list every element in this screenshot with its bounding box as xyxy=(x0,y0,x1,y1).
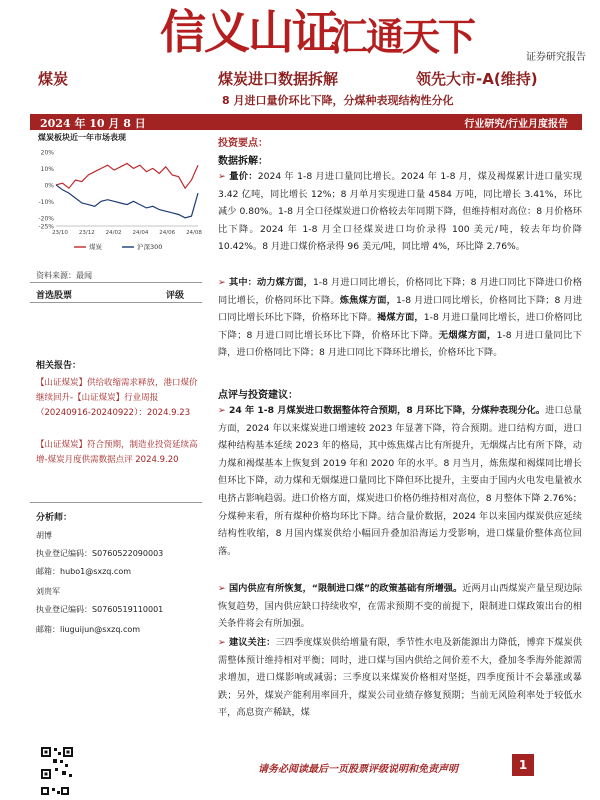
analyst-reg-code: 执业登记编码：S0760522090003 xyxy=(36,549,164,558)
rating-label: 领先大市-A(维持) xyxy=(416,70,538,88)
page-footer xyxy=(0,754,600,800)
qr-code-icon xyxy=(40,746,74,780)
report-type-label: 证券研究报告 xyxy=(526,52,586,63)
date-bar xyxy=(30,114,582,130)
coal-types-paragraph: ➢ 其中：动力煤方面，1-8 月进口同比增长，价格同比下降；8 月进口同比下降进口价格同比增长，价格同环比下降。炼焦煤方面，1-8 月进口同比增长，价格同比下降；8 月进口同比增长环比下降，价格环比下降。褐煤方面，1-8 月进口量同比增长，进口价格同比下降；8 月进口同比增长环比下降，价格环比下降。无烟煤方面，1-8 月进口量同比下降，进口价格同比下降；8 月进口同比下降环比增长，价格环比下降。 xyxy=(218,277,583,359)
left-sidebar xyxy=(30,130,202,770)
qr-code-icon xyxy=(40,786,70,800)
y-tick-label: -20% xyxy=(38,215,54,223)
analyst-email[interactable]: 邮箱：liuguijun@sxzq.com xyxy=(36,625,141,634)
chart-source: 资料来源：最闻 xyxy=(36,271,92,280)
series-line-煤炭 xyxy=(56,164,198,189)
industry-label: 煤炭 xyxy=(38,70,69,88)
y-tick-label: 10% xyxy=(40,165,54,173)
related-report-link[interactable]: 【山证煤炭】供给收缩需求释放，港口煤价继续回升-【山证煤炭】行业周报（20240916-20240922）：2024.9.23 xyxy=(36,378,198,418)
investment-highlights-heading: 投资要点： xyxy=(218,138,268,149)
related-report-link[interactable]: 【山证煤炭】符合预期，制造业投资延续高增-煤炭月度供需数据点评 2024.9.20 xyxy=(36,440,198,465)
x-tick-label: 24/04 xyxy=(132,230,149,236)
legend-label: 煤炭 xyxy=(89,243,102,251)
bullet-icon: ➢ xyxy=(218,277,230,288)
bullet-icon: ➢ xyxy=(218,637,230,648)
brand-slogan: 汇通天下 xyxy=(330,14,475,59)
x-tick-label: 23/12 xyxy=(78,230,95,236)
report-title: 煤炭进口数据拆解 xyxy=(218,70,339,88)
x-tick-label: 24/02 xyxy=(105,230,122,236)
main-content xyxy=(214,130,584,770)
brand-logo: 信义山证 xyxy=(160,5,336,59)
comment-paragraph-1: ➢ 24 年 1-8 月煤炭进口数据整体符合预期，8 月环比下降，分煤种表现分化。进口总量方面，2024 年以来煤炭进口增速较 2023 年显著下降，符合预期。进口结构方面，进口煤种结构基本延续 2023 年的格局，其中炼焦煤占比有所提升，无烟煤占比有所下降，动力煤和褐煤基本上恢复到 2019 年和 2020 年的水平。8 月当月，炼焦煤和褐煤同比增长但环比下降，动力煤和无烟煤进口量同比下降但环比提升，主要由于国内火电发电量被水电挤占影响趋弱。进口价格方面，煤炭进口价格仍维持相对高位，8 月整体下降 2.76%；分煤种来看，所有煤种价格均环比下降。结合量价数据，2024 年以来国内煤炭供应延续结构性收缩，8 月国内煤炭供给小幅回升叠加沿海运力受影响，进口煤量价整体高位回落。 xyxy=(218,405,582,557)
x-tick-label: 23/10 xyxy=(52,230,68,236)
analysts-title: 分析师： xyxy=(36,513,73,523)
y-tick-label: -10% xyxy=(38,198,54,206)
report-date: 2024 年 10 月 8 日 xyxy=(40,117,146,130)
series-line-沪深300 xyxy=(56,185,198,218)
price-volume-paragraph: ➢ 量价：2024 年 1-8 月进口量同比增长。2024 年 1-8 月，煤及褐煤累计进口量实现 3.42 亿吨，同比增长 12%；8 月单月实现进口量 4584 万吨，同比增长 3.41%，环比减少 0.80%。1-8 月全口径煤炭进口价格较去年同期下降，但维持相对高位：8 月价格环比下降。2024 年 1-8 月全口径煤炭进口均价录得 100 美元/吨，较去年均价降 10.42%。8 月进口煤价格录得 96 美元/吨，同比增 4%，环比降 2.76%。 xyxy=(218,171,583,253)
data-breakdown-heading: 数据拆解： xyxy=(218,156,268,167)
chart-title: 煤炭板块近一年市场表现 xyxy=(38,133,126,142)
market-performance-chart xyxy=(30,144,202,262)
y-tick-label: 20% xyxy=(40,149,54,157)
report-category: 行业研究/行业月度报告 xyxy=(464,119,568,130)
analyst-name: 胡博 xyxy=(36,531,52,540)
bullet-icon: ➢ xyxy=(218,171,230,182)
report-header xyxy=(0,68,600,92)
y-tick-label: -25% xyxy=(38,223,54,231)
analyst-email[interactable]: 邮箱：hubo1@sxzq.com xyxy=(36,567,132,576)
report-subtitle: 8 月进口量价环比下降，分煤种表现结构性分化 xyxy=(222,94,454,107)
page-number: 1 xyxy=(512,754,534,776)
comments-heading: 点评与投资建议： xyxy=(218,390,298,401)
analyst-reg-code: 执业登记编码：S0760519110001 xyxy=(36,605,164,614)
analyst-name: 刘贵军 xyxy=(36,587,60,596)
legend-label: 沪深300 xyxy=(137,243,163,251)
related-reports-title: 相关报告： xyxy=(36,361,82,371)
x-tick-label: 24/08 xyxy=(186,230,202,236)
top-banner xyxy=(0,0,600,64)
divider xyxy=(30,302,202,303)
top-picks-label: 首选股票 xyxy=(36,291,73,301)
comment-paragraph-2: ➢ 国内供应有所恢复，“限制进口煤”的政策基础有所增强。近两月山西煤炭产量呈现边际恢复趋势，国内供应缺口持续收窄，在需求预期不变的前提下，限制进口煤政策出台的相关条件将会有所加强。 xyxy=(218,583,583,630)
divider xyxy=(30,282,202,283)
bullet-icon: ➢ xyxy=(218,583,229,594)
x-tick-label: 24/06 xyxy=(159,230,176,236)
disclaimer-notice: 请务必阅读最后一页股票评级说明和免责声明 xyxy=(258,764,458,775)
divider xyxy=(30,502,202,503)
y-tick-label: 0% xyxy=(44,182,54,190)
top-picks-rating-header: 评级 xyxy=(166,291,185,301)
bullet-icon: ➢ xyxy=(218,405,229,416)
comment-paragraph-3: ➢ 建议关注：三四季度煤炭供给增量有限，季节性水电及新能源出力降低，博弈下煤炭供需整体预计维持相对平衡；同时，进口煤与国内供给之间价差不大，叠加冬季海外能源需求增加，进口煤影响或减弱；三季度以来煤炭价格相对坚挺，四季度预计不会暴涨或暴跌；另外，煤炭产能利用率回升，煤炭公司业绩存修复预期；当前无风险利率处于较低水平，高息资产稀缺，煤 xyxy=(218,637,583,719)
